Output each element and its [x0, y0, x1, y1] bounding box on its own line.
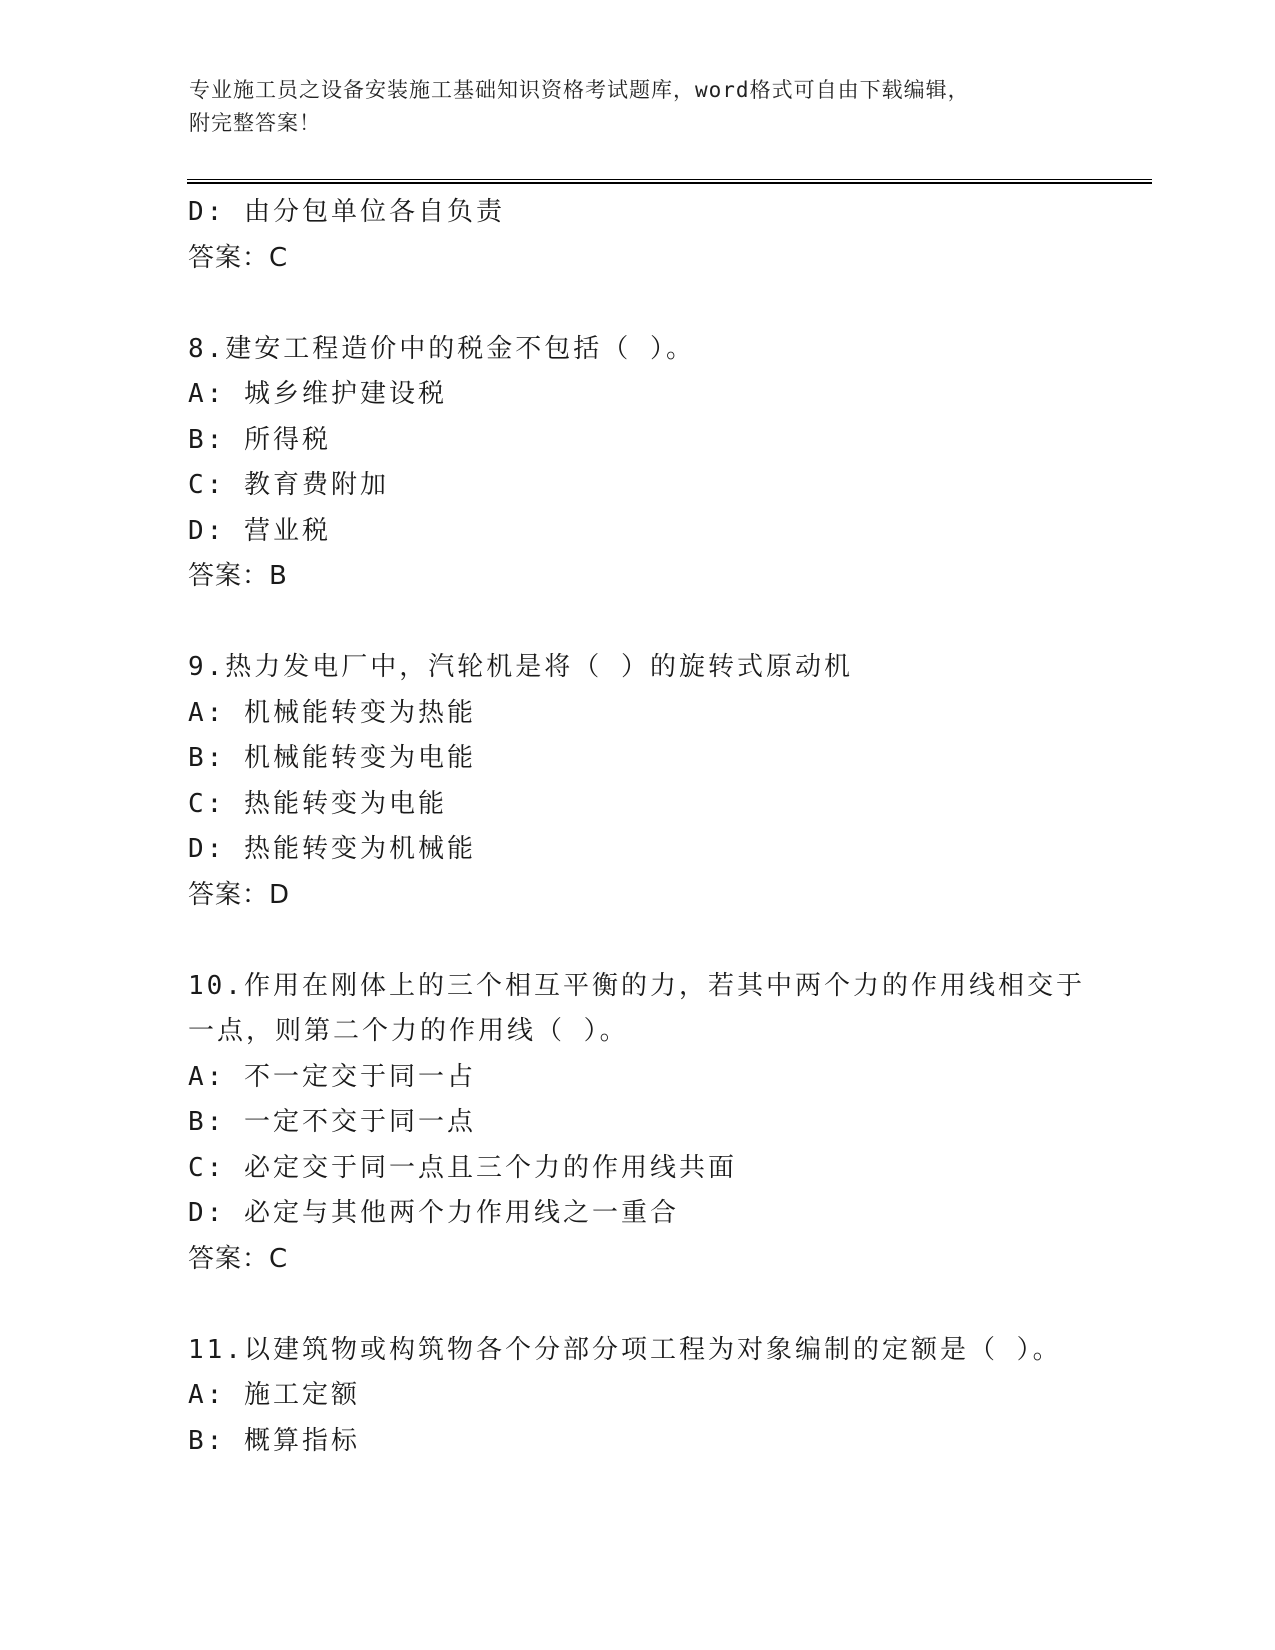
document-header [189, 74, 1089, 140]
header-divider [187, 179, 1152, 184]
header-line-1: 专业施工员之设备安装施工基础知识资格考试题库，word格式可自由下载编辑， [189, 78, 970, 102]
option-b: B: 一定不交于同一点 [188, 1107, 476, 1137]
option-c: C: 必定交于同一点且三个力的作用线共面 [188, 1152, 737, 1183]
question-8 [188, 327, 1148, 600]
spacer [188, 1282, 1148, 1328]
answer-line: 答案：C [188, 1243, 289, 1274]
option-a: A: 城乡维护建设税 [188, 379, 447, 409]
option-d: D: 热能转变为机械能 [188, 834, 476, 864]
question-9 [188, 645, 1148, 918]
option-a: A: 机械能转变为热能 [188, 697, 476, 728]
question-stem-line-2: 一点，则第二个力的作用线（ ）。 [188, 1016, 629, 1046]
question-list [188, 190, 1148, 1464]
question-stem: 11.以建筑物或构筑物各个分部分项工程为对象编制的定额是（ ）。 [188, 1334, 1062, 1365]
question-stem: 9.热力发电厂中，汽轮机是将（ ）的旋转式原动机 [188, 652, 853, 682]
answer-line: 答案：C [188, 242, 289, 273]
question-stem-line-1: 10.作用在刚体上的三个相互平衡的力，若其中两个力的作用线相交于 [188, 970, 1085, 1001]
option-d: D: 由分包单位各自负责 [188, 197, 505, 227]
question-stem: 8.建安工程造价中的税金不包括（ ）。 [188, 333, 695, 364]
spacer [188, 600, 1148, 646]
option-b: B: 所得税 [188, 424, 331, 455]
option-c: C: 教育费附加 [188, 470, 389, 500]
answer-line: 答案：B [188, 561, 288, 591]
question-10 [188, 964, 1148, 1283]
spacer [188, 918, 1148, 964]
option-a: A: 施工定额 [188, 1380, 360, 1410]
answer-line: 答案：D [188, 879, 291, 910]
option-c: C: 热能转变为电能 [188, 788, 447, 819]
question-11 [188, 1328, 1148, 1465]
header-line-2: 附完整答案！ [189, 111, 321, 135]
option-d: D: 必定与其他两个力作用线之一重合 [188, 1198, 679, 1228]
option-a: A: 不一定交于同一占 [188, 1061, 476, 1092]
spacer [188, 281, 1148, 327]
option-d: D: 营业税 [188, 515, 331, 546]
option-b: B: 概算指标 [188, 1425, 360, 1456]
option-b: B: 机械能转变为电能 [188, 743, 476, 773]
